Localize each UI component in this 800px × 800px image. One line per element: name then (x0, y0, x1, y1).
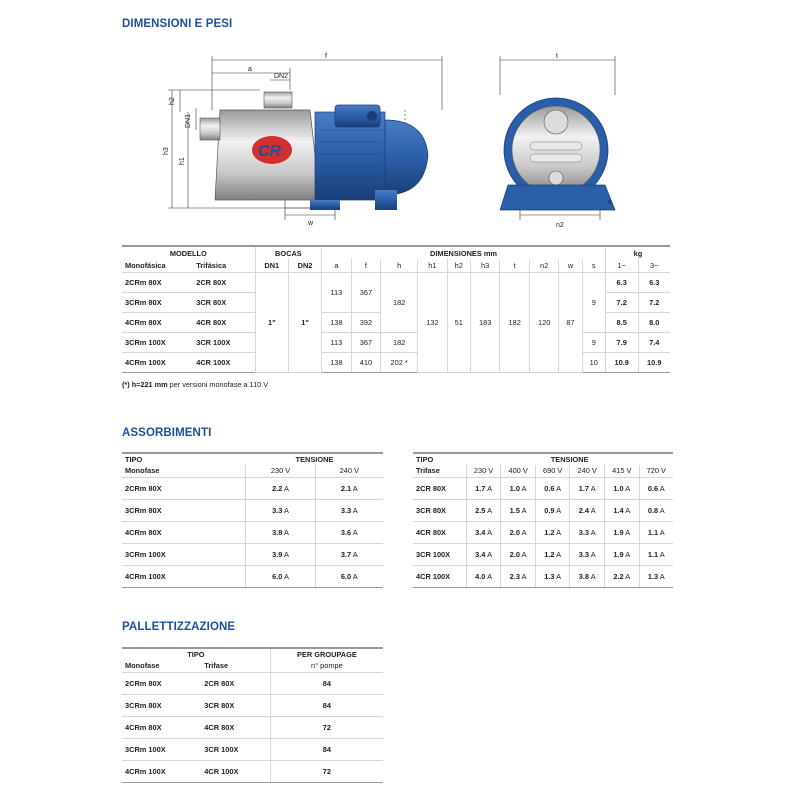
svg-text:h2: h2 (169, 97, 176, 105)
table-row (122, 672, 383, 694)
current-value: 2.2 (272, 483, 283, 493)
dn2-value: 1" (288, 272, 321, 372)
current-cell (570, 521, 605, 543)
svg-text:t: t (556, 53, 558, 60)
current-cell (639, 499, 673, 521)
s-value: 10 (582, 352, 605, 372)
current-value: 3.9 (272, 549, 283, 559)
unit-label: A (590, 549, 596, 559)
current-value: 2.5 (475, 505, 486, 515)
header-monofasica: Monofásica (122, 259, 193, 272)
header-monofase: Monofase (122, 660, 201, 672)
header-dn2: DN2 (288, 259, 321, 272)
current-value: 2.2 (613, 571, 624, 581)
model-mono: 3CRm 80X (122, 292, 193, 312)
model-tri: 2CR 80X (193, 272, 255, 292)
unit-label: A (352, 571, 358, 581)
current-value: 2.1 (340, 483, 352, 493)
header-monofase: Monofase (122, 465, 246, 477)
table-row (122, 543, 383, 565)
pump-count: 84 (270, 738, 383, 760)
unit-label: A (487, 505, 492, 515)
current-value: 1.4 (613, 505, 624, 515)
kg3-value: 10.9 (638, 352, 670, 372)
footnote (122, 380, 268, 389)
current-value: 1.1 (647, 549, 659, 559)
current-value: 1.9 (613, 549, 624, 559)
header-h3: h3 (470, 259, 500, 272)
current-cell (466, 521, 501, 543)
s-value: 9 (582, 332, 605, 352)
current-value: 0.6 (544, 483, 555, 493)
model-name: 4CR 100X (413, 565, 466, 587)
table-row (122, 477, 383, 499)
current-value: 3.4 (475, 549, 486, 559)
current-value: 1.0 (613, 483, 624, 493)
current-cell (466, 477, 501, 499)
header-n-pompe: n° pompe (270, 660, 383, 672)
header-a: a (322, 259, 352, 272)
n2-value: 120 (529, 272, 559, 372)
header-t: t (500, 259, 530, 272)
unit-label: A (284, 571, 289, 581)
unit-label: A (625, 549, 631, 559)
kg1-value: 10.9 (605, 352, 638, 372)
header-bocas: BOCAS (255, 246, 322, 259)
a-value: 138 (322, 312, 352, 332)
current-cell (535, 477, 570, 499)
pallet-table (122, 647, 383, 783)
model-tri: 3CR 80X (201, 694, 270, 716)
unit-label: A (284, 527, 289, 537)
current-cell (604, 565, 639, 587)
model-name: 4CR 80X (413, 521, 466, 543)
header-tipo: TIPO (413, 453, 466, 465)
svg-text:s: s (608, 199, 612, 206)
current-cell (639, 565, 673, 587)
model-name: 4CRm 100X (122, 565, 246, 587)
pump-count: 72 (270, 716, 383, 738)
current-240v (315, 521, 383, 543)
current-230v (246, 543, 315, 565)
unit-label: A (659, 549, 665, 559)
dimensions-weights-table (122, 245, 670, 373)
s-value: 9 (582, 272, 605, 332)
current-value: 3.8 (578, 571, 590, 581)
model-mono: 3CRm 100X (122, 332, 193, 352)
header-h2: h2 (447, 259, 470, 272)
current-cell (570, 565, 605, 587)
current-cell (535, 499, 570, 521)
header-s: s (582, 259, 605, 272)
current-value: 6.0 (272, 571, 283, 581)
unit-label: A (625, 527, 631, 537)
kg3-value: 7.2 (638, 292, 670, 312)
unit-label: A (352, 483, 358, 493)
unit-label: A (659, 571, 665, 581)
unit-label: A (590, 571, 596, 581)
unit-label: A (590, 527, 596, 537)
kg3-value: 8.0 (638, 312, 670, 332)
model-tri: 4CR 100X (193, 352, 255, 372)
header-voltage: 415 V (604, 465, 639, 477)
unit-label: A (284, 483, 289, 493)
model-mono: 2CRm 80X (122, 272, 193, 292)
t-value: 182 (500, 272, 530, 372)
unit-label: A (352, 527, 358, 537)
f-value: 392 (351, 312, 381, 332)
model-name: 2CRm 80X (122, 477, 246, 499)
unit-label: A (521, 549, 527, 559)
h1-value: 132 (418, 272, 448, 372)
table-row (122, 716, 383, 738)
unit-label: A (487, 483, 492, 493)
current-cell (466, 565, 501, 587)
table-row (122, 694, 383, 716)
current-cell (639, 543, 673, 565)
absorption-tri-table (413, 452, 673, 588)
model-mono: 2CRm 80X (122, 672, 201, 694)
model-mono: 3CRm 80X (122, 694, 201, 716)
current-cell (604, 543, 639, 565)
current-cell (501, 543, 536, 565)
table-row (122, 272, 670, 292)
table-row (413, 477, 673, 499)
svg-text:h1: h1 (179, 157, 186, 165)
svg-text:f: f (325, 53, 327, 60)
model-mono: 3CRm 100X (122, 738, 201, 760)
h-value: 182 (381, 272, 418, 332)
current-cell (501, 565, 536, 587)
header-modello: MODELLO (122, 246, 255, 259)
svg-text:DN1: DN1 (185, 113, 192, 128)
h2-value: 51 (447, 272, 470, 372)
unit-label: A (659, 505, 665, 515)
model-mono: 4CRm 80X (122, 312, 193, 332)
header-230v: 230 V (246, 465, 315, 477)
current-value: 0.9 (544, 505, 555, 515)
pump-count: 84 (270, 694, 383, 716)
section-title-pallet: PALLETTIZZAZIONE (122, 621, 236, 633)
header-dn1: DN1 (255, 259, 288, 272)
table-row (122, 332, 670, 352)
current-230v (246, 499, 315, 521)
current-value: 1.0 (509, 483, 520, 493)
current-value: 1.7 (475, 483, 486, 493)
current-value: 4.0 (475, 571, 486, 581)
unit-label: A (556, 549, 562, 559)
model-tri: 3CR 80X (193, 292, 255, 312)
kg3-value: 7.4 (638, 332, 670, 352)
model-name: 4CRm 80X (122, 521, 246, 543)
model-tri: 4CR 80X (201, 716, 270, 738)
header-trifase: Trifase (413, 465, 466, 477)
unit-label: A (625, 505, 631, 515)
model-mono: 4CRm 80X (122, 716, 201, 738)
pump-side-view-drawing (160, 50, 460, 230)
current-value: 1.9 (613, 527, 624, 537)
unit-label: A (625, 483, 631, 493)
h3-value: 183 (470, 272, 500, 372)
header-tipo: TIPO (122, 453, 246, 465)
f-value: 367 (351, 272, 381, 312)
current-cell (535, 521, 570, 543)
header-kg1: 1~ (605, 259, 638, 272)
pump-front-view-drawing (490, 50, 620, 230)
current-value: 3.8 (272, 527, 283, 537)
current-value: 1.2 (544, 527, 555, 537)
current-value: 2.0 (509, 527, 520, 537)
model-name: 2CR 80X (413, 477, 466, 499)
table-row (122, 565, 383, 587)
unit-label: A (352, 505, 358, 515)
f-value: 410 (351, 352, 381, 372)
current-240v (315, 543, 383, 565)
model-name: 3CRm 100X (122, 543, 246, 565)
current-cell (639, 477, 673, 499)
svg-text:w: w (308, 220, 314, 227)
kg3-value: 6.3 (638, 272, 670, 292)
section-title-dimensions: DIMENSIONI E PESI (122, 18, 233, 30)
current-value: 1.3 (647, 571, 659, 581)
current-value: 1.5 (509, 505, 520, 515)
header-trifase: Trifase (201, 660, 270, 672)
table-row (413, 521, 673, 543)
current-cell (639, 521, 673, 543)
current-value: 3.3 (578, 527, 590, 537)
current-value: 1.2 (544, 549, 555, 559)
footnote-text: per versioni monofase a 110 V (167, 380, 269, 389)
model-name: 3CR 100X (413, 543, 466, 565)
absorption-mono-table (122, 452, 383, 588)
header-voltage: 720 V (639, 465, 673, 477)
header-f: f (351, 259, 381, 272)
kg1-value: 6.3 (605, 272, 638, 292)
current-cell (535, 543, 570, 565)
current-230v (246, 565, 315, 587)
svg-text:h3: h3 (163, 147, 170, 155)
model-mono: 4CRm 100X (122, 352, 193, 372)
model-tri: 4CR 100X (201, 760, 270, 782)
header-240v: 240 V (315, 465, 383, 477)
current-cell (604, 499, 639, 521)
header-n2: n2 (529, 259, 559, 272)
current-cell (570, 543, 605, 565)
current-value: 1.1 (647, 527, 659, 537)
current-value: 1.3 (544, 571, 555, 581)
current-value: 3.3 (272, 505, 283, 515)
h-value: 182 (381, 332, 418, 352)
header-trifasica: Trifásica (193, 259, 255, 272)
header-dimensioni: DIMENSIONES mm (322, 246, 606, 259)
current-240v (315, 477, 383, 499)
dn1-value: 1" (255, 272, 288, 372)
header-h: h (381, 259, 418, 272)
current-value: 2.3 (509, 571, 520, 581)
header-tensione: TENSIONE (466, 453, 673, 465)
pump-count: 72 (270, 760, 383, 782)
header-voltage: 240 V (570, 465, 605, 477)
unit-label: A (487, 527, 492, 537)
current-cell (501, 521, 536, 543)
model-tri: 2CR 80X (201, 672, 270, 694)
unit-label: A (556, 505, 562, 515)
section-title-absorption: ASSORBIMENTI (122, 427, 212, 439)
current-value: 0.6 (647, 483, 659, 493)
unit-label: A (590, 505, 596, 515)
current-230v (246, 521, 315, 543)
current-value: 3.4 (475, 527, 486, 537)
unit-label: A (625, 571, 631, 581)
table-row (413, 499, 673, 521)
header-kg: kg (605, 246, 670, 259)
unit-label: A (487, 549, 492, 559)
header-per-groupage: PER GROUPAGE (270, 648, 383, 660)
model-tri: 4CR 80X (193, 312, 255, 332)
current-230v (246, 477, 315, 499)
kg1-value: 8.5 (605, 312, 638, 332)
unit-label: A (284, 505, 289, 515)
unit-label: A (487, 571, 492, 581)
table-row (122, 521, 383, 543)
current-value: 1.7 (578, 483, 590, 493)
current-value: 6.0 (340, 571, 352, 581)
unit-label: A (352, 549, 358, 559)
unit-label: A (521, 527, 527, 537)
unit-label: A (590, 483, 596, 493)
current-value: 3.7 (340, 549, 352, 559)
table-row (122, 760, 383, 782)
pump-count: 84 (270, 672, 383, 694)
unit-label: A (521, 505, 527, 515)
current-240v (315, 499, 383, 521)
table-row (122, 499, 383, 521)
table-row (122, 738, 383, 760)
svg-text:n2: n2 (556, 222, 564, 229)
a-value: 138 (322, 352, 352, 372)
table-row (122, 352, 670, 372)
unit-label: A (556, 483, 562, 493)
current-cell (570, 477, 605, 499)
header-h1: h1 (418, 259, 448, 272)
current-cell (535, 565, 570, 587)
svg-text:a: a (248, 66, 252, 73)
unit-label: A (556, 527, 562, 537)
current-cell (466, 499, 501, 521)
header-voltage: 230 V (466, 465, 501, 477)
a-value: 113 (322, 332, 352, 352)
current-value: 3.6 (340, 527, 352, 537)
kg1-value: 7.2 (605, 292, 638, 312)
unit-label: A (521, 483, 527, 493)
current-cell (501, 499, 536, 521)
current-cell (604, 477, 639, 499)
footnote-star: (*) h=221 mm (122, 380, 168, 389)
h-value: 202 * (381, 352, 418, 372)
current-value: 2.4 (578, 505, 590, 515)
w-value: 87 (559, 272, 582, 372)
model-mono: 4CRm 100X (122, 760, 201, 782)
header-voltage: 690 V (535, 465, 570, 477)
current-value: 3.3 (578, 549, 590, 559)
unit-label: A (659, 527, 665, 537)
header-w: w (559, 259, 582, 272)
current-240v (315, 565, 383, 587)
unit-label: A (659, 483, 665, 493)
model-tri: 3CR 100X (193, 332, 255, 352)
header-tipo: TIPO (122, 648, 270, 660)
header-tensione: TENSIONE (246, 453, 383, 465)
current-cell (466, 543, 501, 565)
svg-text:CR: CR (258, 143, 282, 160)
current-value: 2.0 (509, 549, 520, 559)
a-value: 113 (322, 272, 352, 312)
table-row (413, 565, 673, 587)
current-cell (501, 477, 536, 499)
current-cell (604, 521, 639, 543)
unit-label: A (521, 571, 527, 581)
header-kg3: 3~ (638, 259, 670, 272)
current-cell (570, 499, 605, 521)
model-name: 3CR 80X (413, 499, 466, 521)
current-value: 0.8 (647, 505, 659, 515)
model-name: 3CRm 80X (122, 499, 246, 521)
table-row (413, 543, 673, 565)
model-tri: 3CR 100X (201, 738, 270, 760)
svg-text:DN2: DN2 (274, 73, 289, 80)
unit-label: A (556, 571, 562, 581)
header-voltage: 400 V (501, 465, 536, 477)
current-value: 3.3 (340, 505, 352, 515)
kg1-value: 7.9 (605, 332, 638, 352)
unit-label: A (284, 549, 289, 559)
f-value: 367 (351, 332, 381, 352)
